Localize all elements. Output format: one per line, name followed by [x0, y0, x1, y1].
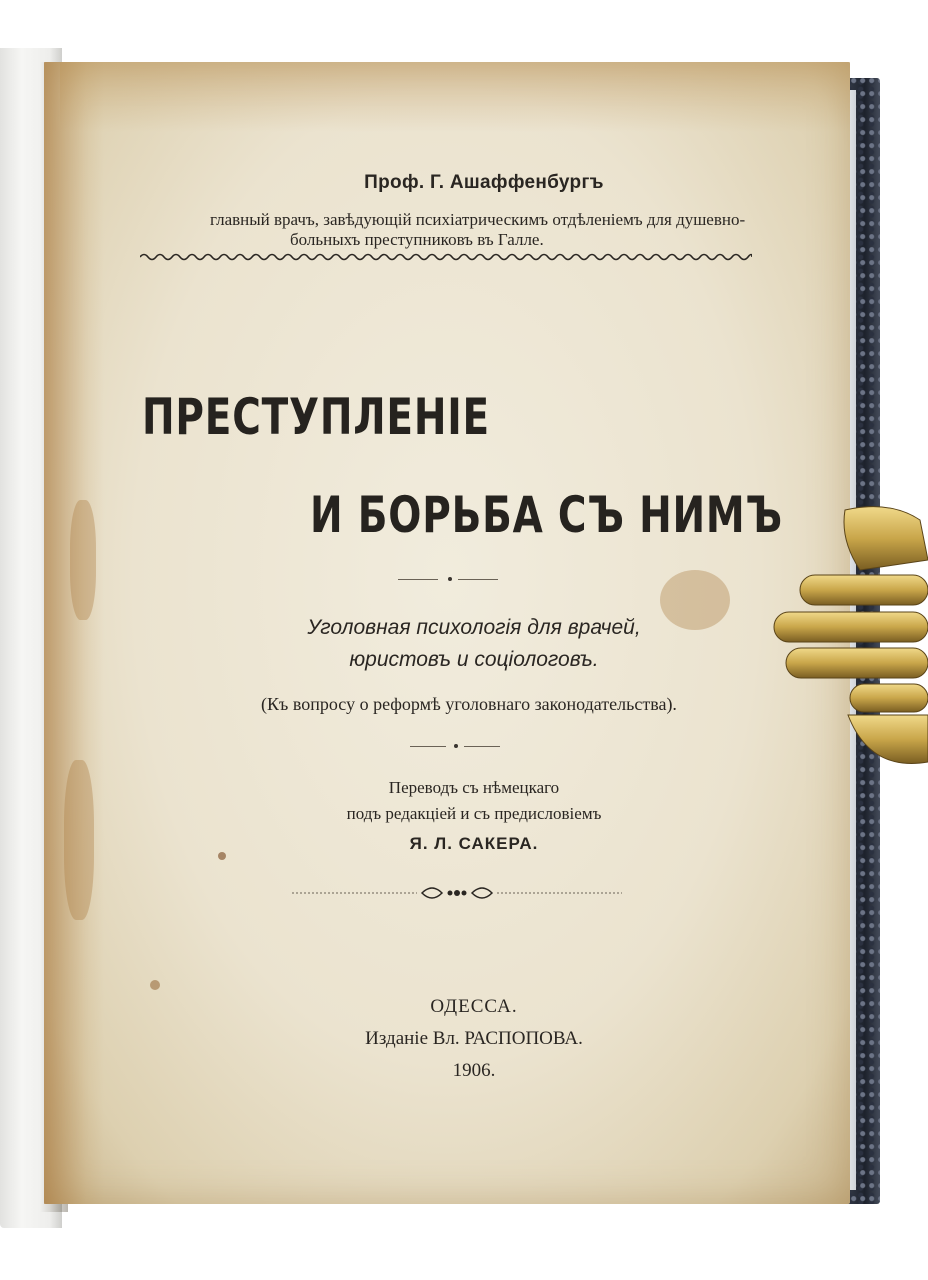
divider-line — [410, 746, 446, 747]
author-affiliation-line1: главный врачъ, завѣдующій психіатрическимъ отдѣленіемъ для душевно- — [210, 210, 746, 229]
divider-dot — [448, 577, 452, 581]
reform-note: (Къ вопросу о реформѣ уголовнаго законодательства). — [261, 694, 677, 714]
divider-line — [458, 579, 498, 580]
stain-spot — [150, 980, 160, 990]
stain-spot — [70, 500, 96, 620]
translation-line1: Переводъ съ нѣмецкаго — [388, 778, 560, 797]
imprint-year: 1906. — [452, 1060, 496, 1081]
author-affiliation-line2: больныхъ преступниковъ въ Галле. — [290, 230, 544, 249]
book-title-line2: И БОРЬБА СЪ НИМЪ — [310, 486, 783, 544]
editor-name: Я. Л. САКЕРА. — [409, 834, 539, 853]
ornament-divider — [292, 880, 622, 906]
book-title-line1: ПРЕСТУПЛЕНІЕ — [142, 388, 490, 446]
subtitle-line2: юристовъ и соціологовъ. — [349, 648, 599, 671]
translation-line2: подъ редакціей и съ предисловіемъ — [346, 804, 602, 823]
foxing-top — [60, 62, 850, 132]
wavy-rule — [140, 250, 752, 264]
divider-line — [464, 746, 500, 747]
divider-line — [398, 579, 438, 580]
imprint-city: ОДЕССА. — [430, 996, 518, 1017]
imprint-publisher: Изданіе Вл. РАСПОПОВА. — [365, 1028, 583, 1049]
author-name: Проф. Г. Ашаффенбургъ — [364, 172, 604, 193]
divider-dot — [454, 744, 458, 748]
subtitle-line1: Уголовная психологія для врачей, — [307, 616, 641, 639]
gold-hand-clasp — [770, 500, 928, 772]
